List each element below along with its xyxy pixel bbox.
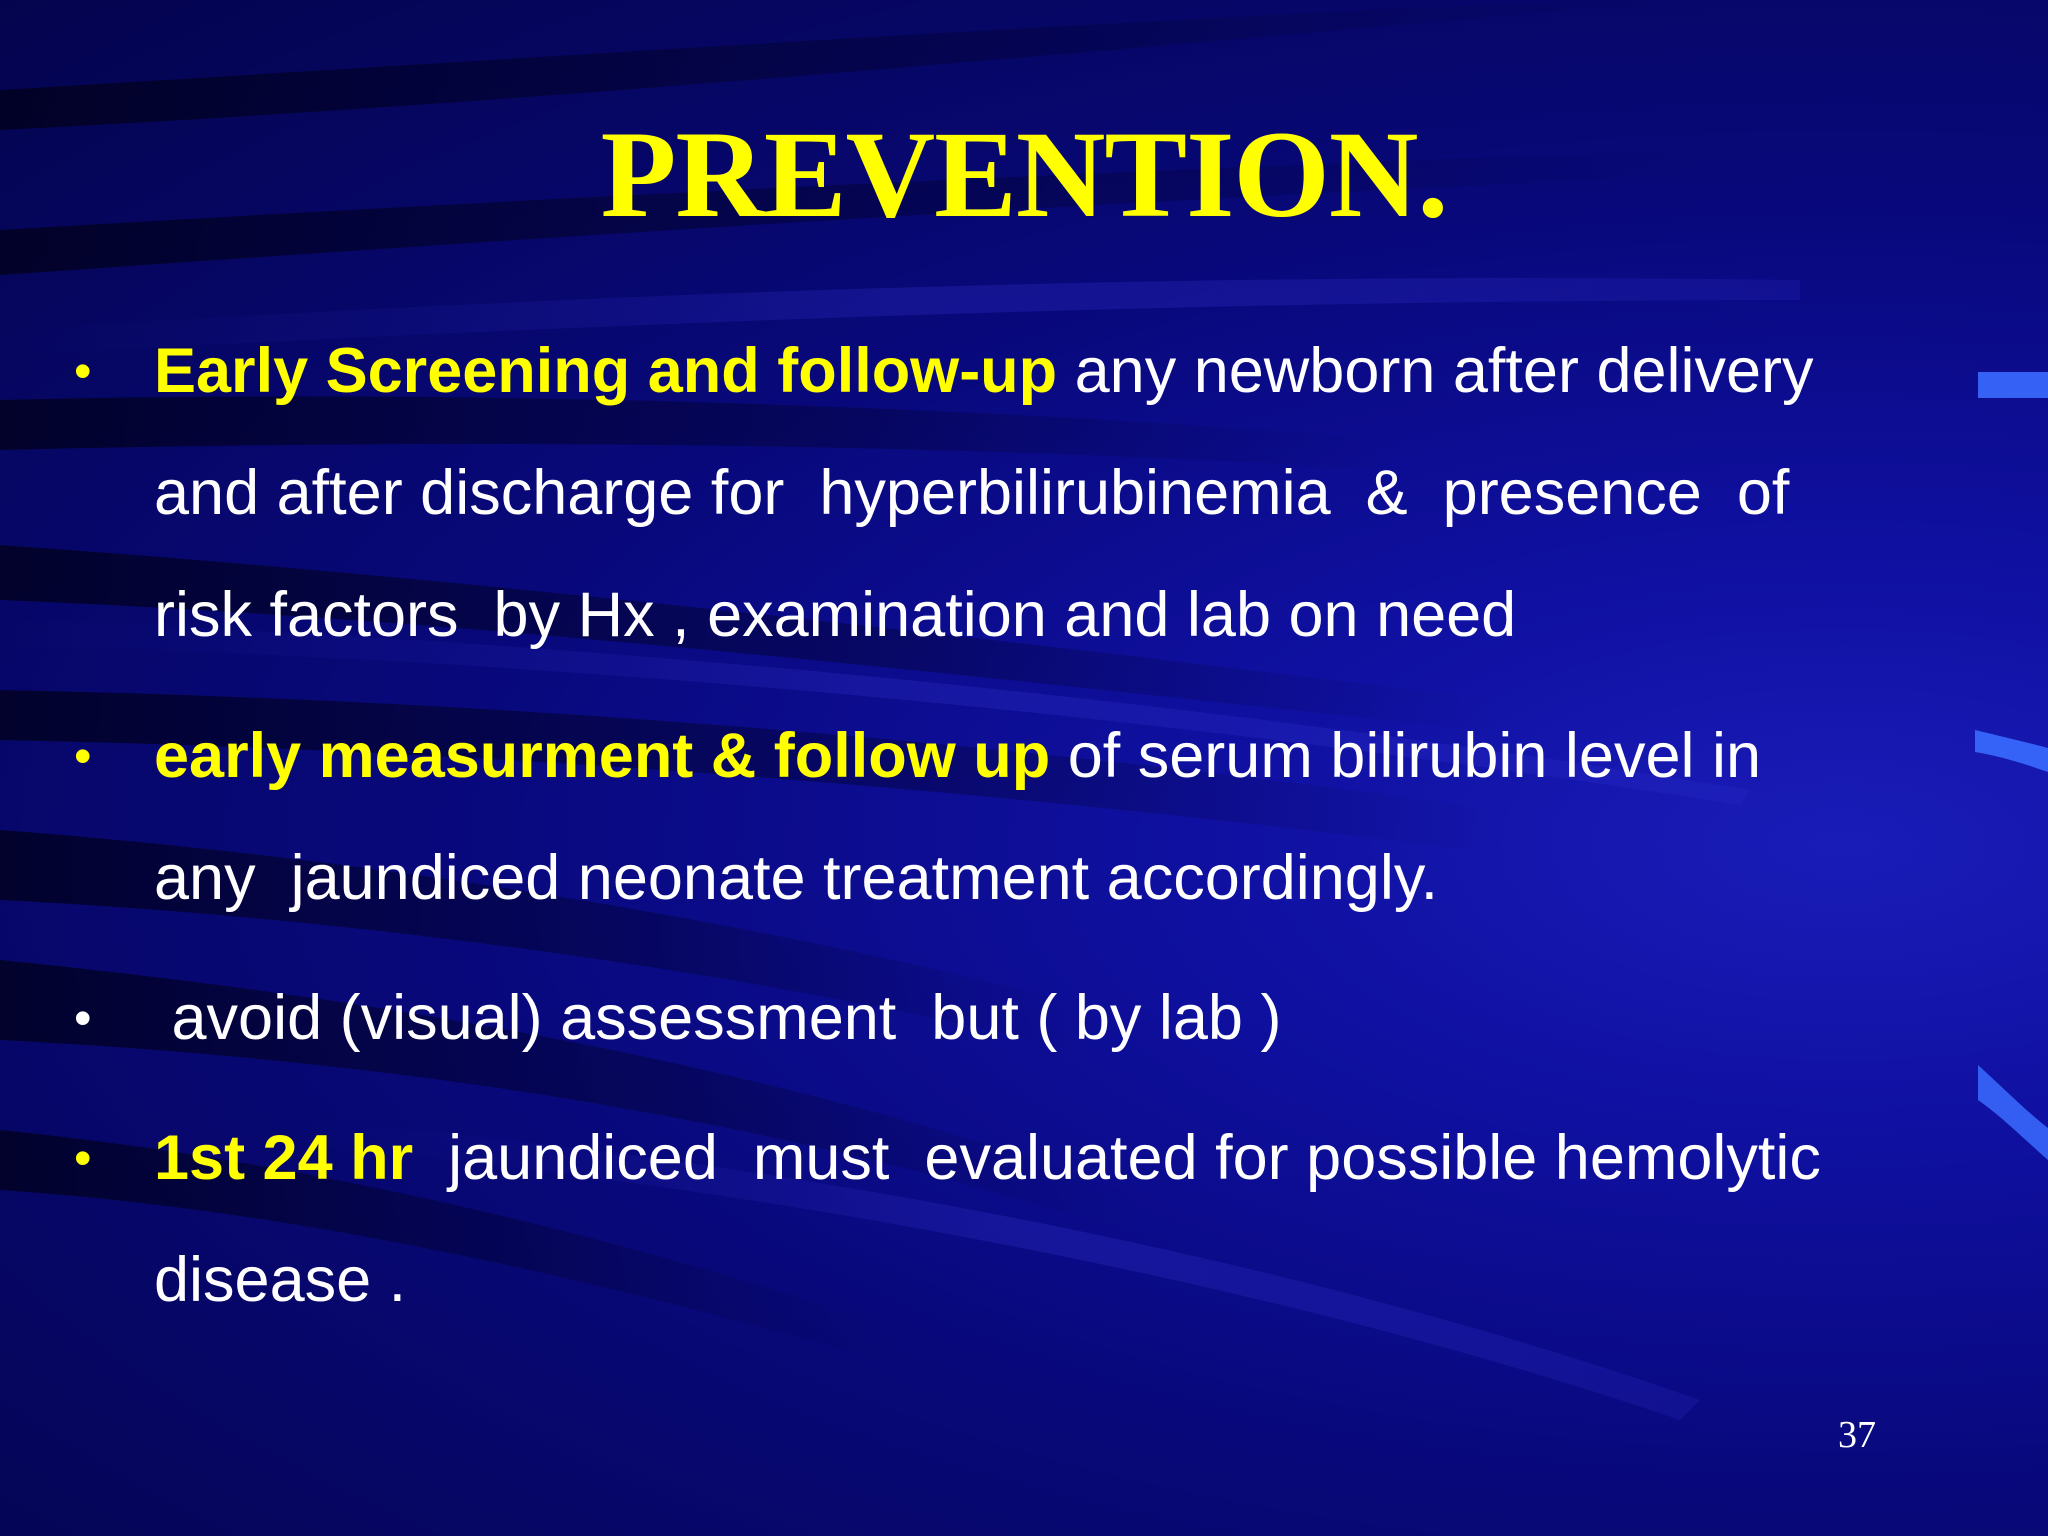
bullet-glyph: • xyxy=(74,1130,92,1186)
bullet-1-line-1-text: any newborn after delivery xyxy=(1057,336,1814,406)
bullet-2-highlight: early measurment & follow up xyxy=(154,721,1051,791)
bullet-2-line-2-text: any jaundiced neonate treatment accordingly. xyxy=(154,843,1439,913)
bullet-glyph: • xyxy=(74,728,92,784)
bullet-4-highlight: 1st 24 hr xyxy=(154,1123,414,1193)
bullet-1-line-3-text: risk factors by Hx , examination and lab on need xyxy=(154,580,1517,650)
bullet-2-line-2 xyxy=(154,817,1438,939)
bullet-1-highlight: Early Screening and follow-up xyxy=(154,336,1058,406)
bullet-glyph: • xyxy=(74,990,92,1046)
bullet-1-line-2-text: and after discharge for hyperbilirubinemia & presence of xyxy=(154,458,1790,528)
bullet-2-line-1 xyxy=(154,695,1761,817)
bullet-1-line-3 xyxy=(154,554,1516,676)
bullet-2-line-1-text: of serum bilirubin level in xyxy=(1050,721,1762,791)
bullet-1-line-1 xyxy=(154,310,1814,432)
bullet-4-line-1-text: jaundiced must evaluated for possible hemolytic xyxy=(413,1123,1821,1193)
bullet-3-line-1-text: avoid (visual) assessment but ( by lab ) xyxy=(154,983,1282,1053)
bullet-1-line-2 xyxy=(154,432,1789,554)
page-number: 37 xyxy=(1838,1414,1876,1456)
bullet-4-line-2 xyxy=(154,1219,406,1341)
slide-title: PREVENTION. xyxy=(600,106,1448,243)
bullet-glyph: • xyxy=(74,343,92,399)
bullet-4-line-2-text: disease . xyxy=(154,1245,407,1315)
bullet-4-line-1 xyxy=(154,1097,1821,1219)
bullet-3-line-1 xyxy=(154,957,1281,1079)
